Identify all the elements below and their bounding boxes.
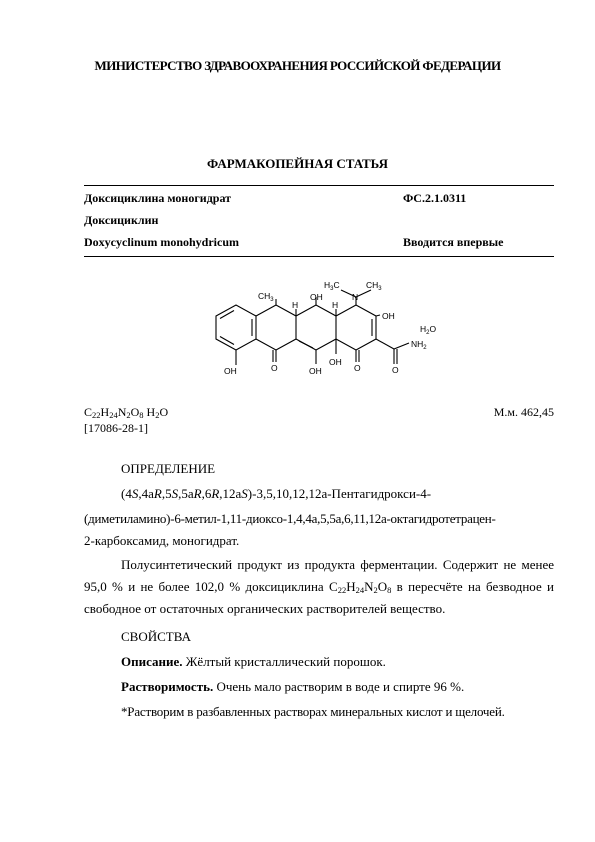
iupac-name-line-2: (диметиламино)-6-метил-1,11-диоксо-1,4,4a,5,5a,6,11,12a-октагидротетрацен-: [84, 511, 496, 526]
iupac-name-line-1: (4S,4aR,5S,5aR,6R,12aS)-3,5,10,12,12a-Пентагидрокси-4-: [121, 486, 432, 501]
label-o-right: O: [354, 363, 361, 373]
label-water: $H_2O$: [420, 324, 437, 336]
cas-number: [17086-28-1]: [84, 421, 148, 435]
description-line: Описание. Жёлтый кристаллический порошок.: [121, 654, 386, 669]
article-number: ФС.2.1.0311: [403, 191, 467, 205]
molecular-formula: $C_{22}H_{24}N_2O_8$ $H_2O$: [84, 405, 169, 420]
definition-heading: ОПРЕДЕЛЕНИЕ: [121, 461, 216, 476]
molecular-weight: М.м. 462,45: [493, 405, 554, 419]
label-ch3-top: $CH_3$: [258, 291, 274, 303]
label-oh-top: OH: [310, 292, 323, 302]
label-o-amide: O: [392, 365, 399, 375]
label-n: N: [352, 292, 359, 302]
label-oh-bottom-ring: OH: [329, 357, 342, 367]
label-oh-right: OH: [382, 311, 395, 321]
definition-paragraph: Полусинтетический продукт из продукта ферментации. Содержит не менее 95,0 % и не более 102,0 % доксициклина $C_{22}H_{24}N_2O_8$ в пересчёте на безводное и свободное от остаточных органических растворителей вещество.: [84, 557, 554, 616]
solubility-line: Растворимость. Очень мало растворим в воде и спирте 96 %.: [121, 679, 465, 694]
substance-name-latin: Doxycyclinum monohydricum: [84, 235, 240, 249]
label-h-right: H: [332, 300, 339, 310]
substance-synonym: Доксициклин: [84, 213, 159, 227]
label-nh2: $NH_2$: [411, 339, 427, 351]
label-o-left: O: [271, 363, 278, 373]
label-ch3-n: $CH_3$: [366, 280, 382, 292]
properties-heading: СВОЙСТВА: [121, 629, 191, 644]
title-rule-top: [84, 185, 554, 186]
ministry-title: МИНИСТЕРСТВО ЗДРАВООХРАНЕНИЯ РОССИЙСКОЙ ФЕДЕРАЦИИ: [94, 58, 501, 73]
document-type-title: ФАРМАКОПЕЙНАЯ СТАТЬЯ: [207, 156, 388, 171]
structural-formula-image: [196, 276, 456, 394]
label-oh-bottom-left: OH: [224, 366, 237, 376]
article-status: Вводится впервые: [403, 235, 504, 249]
iupac-name-line-3: 2-карбоксамид, моногидрат.: [84, 533, 240, 548]
label-h3c: $H_3C$: [324, 280, 340, 292]
substance-name-ru: Доксициклина моногидрат: [84, 191, 232, 205]
solubility-note: *Растворим в разбавленных растворах минеральных кислот и щелочей.: [121, 704, 505, 719]
label-h-left: H: [292, 300, 299, 310]
label-oh-bottom-mid: OH: [309, 366, 322, 376]
title-rule-bottom: [84, 256, 554, 257]
